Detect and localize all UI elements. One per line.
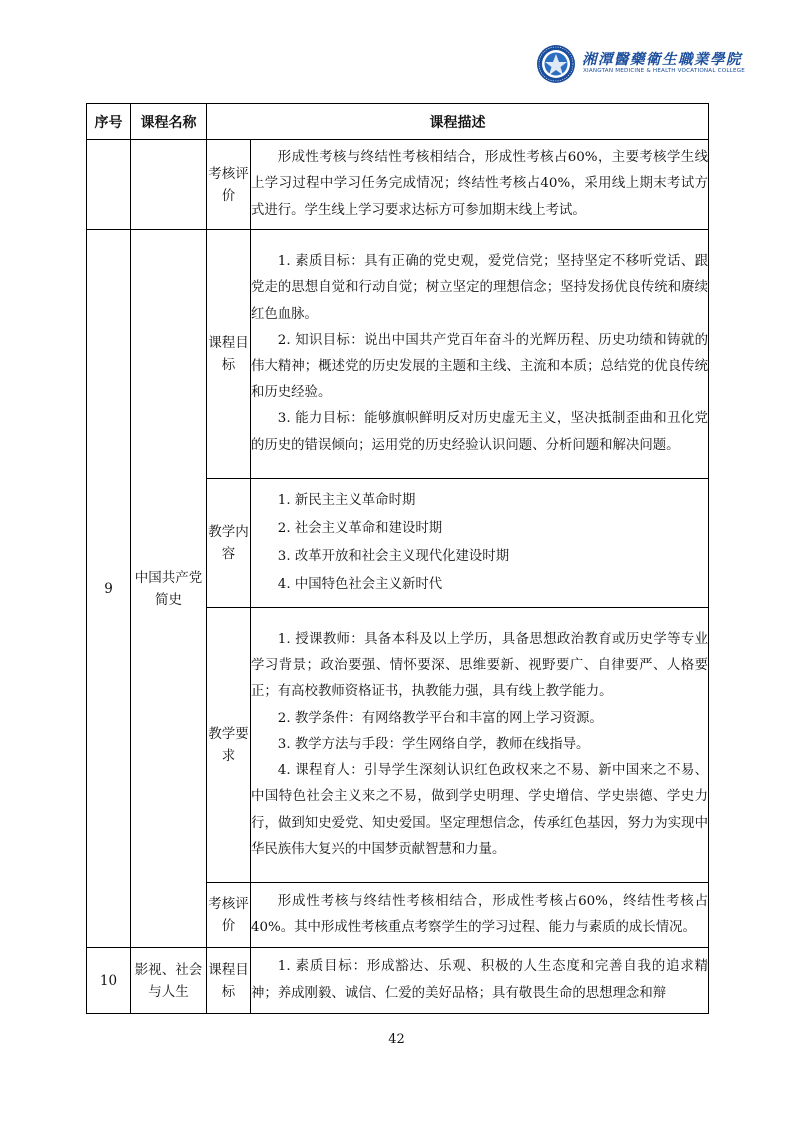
course-name: 影视、社会与人生 (134, 961, 203, 1000)
header-seq: 序号 (87, 104, 131, 140)
header-course-name: 课程名称 (131, 104, 207, 140)
table-row (87, 948, 709, 1014)
course-name-cell (131, 948, 207, 1014)
req-item: 1. 授课教师：具备本科及以上学历，具备思想政治教育或历史学等专业学习背景；政治要强、情怀要深、思维要新、视野要广、自律要严、人格要正；有高校教师资格证书，执教能力强，具有线上教学能力。 (251, 632, 708, 700)
sub-label-cell (207, 479, 251, 608)
page-number: 42 (388, 1032, 405, 1047)
req-item: 3. 教学方法与手段：学生网络自学，教师在线指导。 (277, 736, 590, 752)
assess-text: 形成性考核与终结性考核相结合，形成性考核占60%，终结性考核占40%。其中形成性考核重点考察学生的学习过程、能力与素质的成长情况。 (251, 893, 708, 935)
course-name-cell (131, 140, 207, 230)
sub-label-cell (207, 140, 251, 230)
college-name-cn: 湘潭醫藥衛生職業學院 (582, 51, 742, 68)
college-name-en: XIANGTAN MEDICINE & HEALTH VOCATIONAL COLLEGE (583, 68, 745, 74)
seq-cell (87, 140, 131, 230)
content-label: 教学内容 (208, 524, 249, 562)
sub-label-cell (207, 608, 251, 883)
curriculum-table (86, 103, 709, 1014)
college-logo (536, 44, 746, 86)
goal-item: 1. 素质目标：形成豁达、乐观、积极的人生态度和完善自我的追求精神；养成刚毅、诚信、仁爱的美好品格；具有敬畏生命的思想理念和辩 (251, 959, 708, 1001)
req-desc (251, 608, 709, 883)
goal-item: 1. 素质目标：具有正确的党史观，爱党信党；坚持坚定不移听党话、跟党走的思想自觉和行动自觉；树立坚定的理想信念；坚持发扬优良传统和赓续红色血脉。 (251, 254, 708, 322)
course-name: 中国共产党简史 (134, 569, 203, 608)
content-item: 4. 中国特色社会主义新时代 (277, 577, 443, 592)
seq-cell: 10 (87, 948, 131, 1014)
sub-label-cell (207, 230, 251, 479)
sub-label-cell (207, 948, 251, 1014)
content-desc (251, 479, 709, 608)
assess-label: 考核评价 (208, 896, 249, 934)
assess-label: 考核评价 (208, 165, 249, 204)
goals-desc (251, 230, 709, 479)
goal-item: 3. 能力目标：能够旗帜鲜明反对历史虚无主义，坚决抵制歪曲和丑化党的历史的错误倾向；运用党的历史经验认识问题、分析问题和解决问题。 (251, 411, 708, 453)
assess-text: 形成性考核与终结性考核相结合，形成性考核占60%，主要考核学生线上学习过程中学习任务完成情况；终结性考核占40%，采用线上期末考试方式进行。学生线上学习要求达标方可参加期末线上考试。 (251, 150, 708, 218)
content-item: 2. 社会主义革命和建设时期 (277, 521, 443, 536)
req-label: 教学要求 (208, 726, 249, 764)
table-header-row (87, 104, 709, 140)
req-item: 4. 课程育人：引导学生深刻认识红色政权来之不易、新中国来之不易、中国特色社会主义来之不易，做到学史明理、学史增信、学史崇德、学史力行，做到知史爱党、知史爱国。坚定理想信念，传承红色基因，努力为实现中华民族伟大复兴的中国梦贡献智慧和力量。 (251, 763, 708, 857)
course-name-cell (131, 230, 207, 948)
seq-cell: 9 (87, 230, 131, 948)
goals-desc (251, 948, 709, 1014)
goals-label: 课程目标 (208, 335, 249, 373)
assess-desc (251, 883, 709, 948)
assess-desc (251, 140, 709, 230)
table-row (87, 140, 709, 230)
goals-label: 课程目标 (208, 961, 249, 1000)
sub-label-cell (207, 883, 251, 948)
table-row (87, 230, 709, 479)
content-item: 1. 新民主主义革命时期 (277, 493, 416, 508)
req-item: 2. 教学条件：有网络教学平台和丰富的网上学习资源。 (277, 710, 603, 726)
goal-item: 2. 知识目标：说出中国共产党百年奋斗的光辉历程、历史功绩和铸就的伟大精神；概述党的历史发展的主题和主线、主流和本质；总结党的优良传统和历史经验。 (251, 332, 708, 401)
college-seal-icon (536, 44, 576, 84)
header-course-desc: 课程描述 (207, 104, 709, 140)
content-item: 3. 改革开放和社会主义现代化建设时期 (277, 549, 510, 564)
